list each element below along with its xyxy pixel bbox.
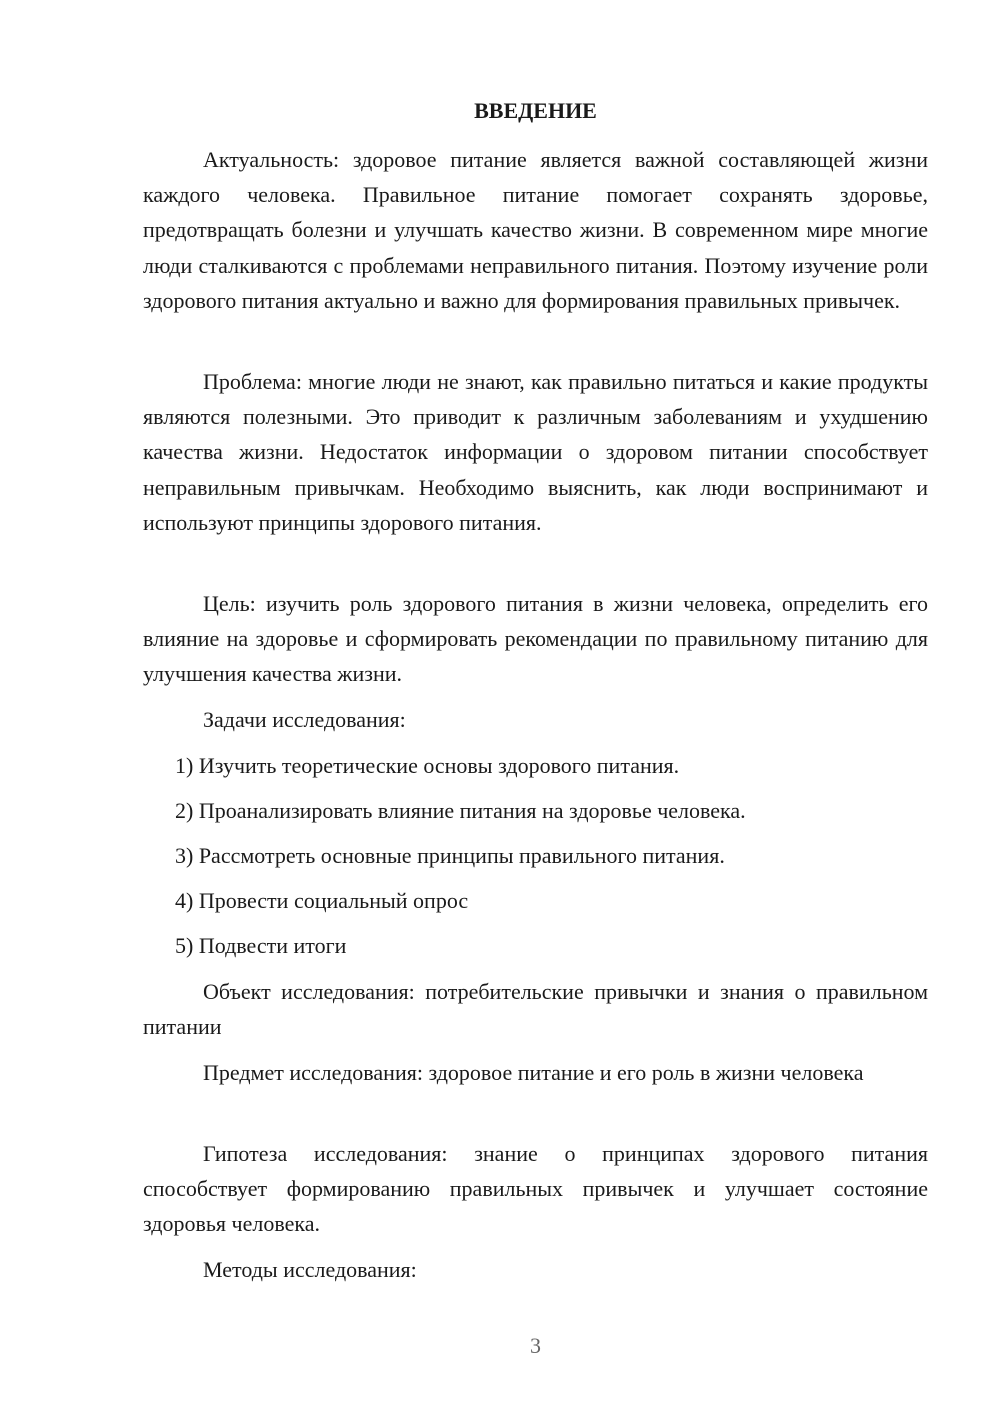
task-item: 1) Изучить теоретические основы здорового питания. <box>175 753 680 778</box>
object-paragraph: Объект исследования: потребительские привычки и знания о правильном питании <box>143 979 928 1040</box>
task-item: 4) Провести социальный опрос <box>175 888 469 913</box>
problem-paragraph: Проблема: многие люди не знают, как правильно питаться и какие продукты являются полезными. Это приводит к различным заболеваниям и ухудшению качества жизни. Недостаток информации о здоровом питании способствует неправильным привычкам. Необходимо выяснить, как люди воспринимают и используют принципы здорового питания. <box>143 369 928 535</box>
task-item: 2) Проанализировать влияние питания на здоровье человека. <box>175 798 746 823</box>
task-item: 3) Рассмотреть основные принципы правильного питания. <box>175 843 725 868</box>
relevance-paragraph: Актуальность: здоровое питание является важной составляющей жизни каждого человека. Правильное питание помогает сохранять здоровье, предотвращать болезни и улучшать качество жизни. В современном мире многие люди сталкиваются с проблемами неправильного питания. Поэтому изучение роли здорового питания актуально и важно для формирования правильных привычек. <box>143 147 928 313</box>
task-item: 5) Подвести итоги <box>175 933 347 958</box>
goal-paragraph: Цель: изучить роль здорового питания в жизни человека, определить его влияние на здоровье и сформировать рекомендации по правильному питанию для улучшения качества жизни. <box>143 591 928 687</box>
subject-paragraph: Предмет исследования: здоровое питание и его роль в жизни человека <box>203 1060 864 1085</box>
page-number: 3 <box>530 1333 541 1358</box>
tasks-title: Задачи исследования: <box>203 707 406 732</box>
hypothesis-paragraph: Гипотеза исследования: знание о принципах здорового питания способствует формированию правильных привычек и улучшает состояние здоровья человека. <box>143 1141 928 1237</box>
section-heading: ВВЕДЕНИЕ <box>474 98 597 123</box>
methods-title: Методы исследования: <box>203 1257 417 1282</box>
document-page <box>143 0 928 1414</box>
